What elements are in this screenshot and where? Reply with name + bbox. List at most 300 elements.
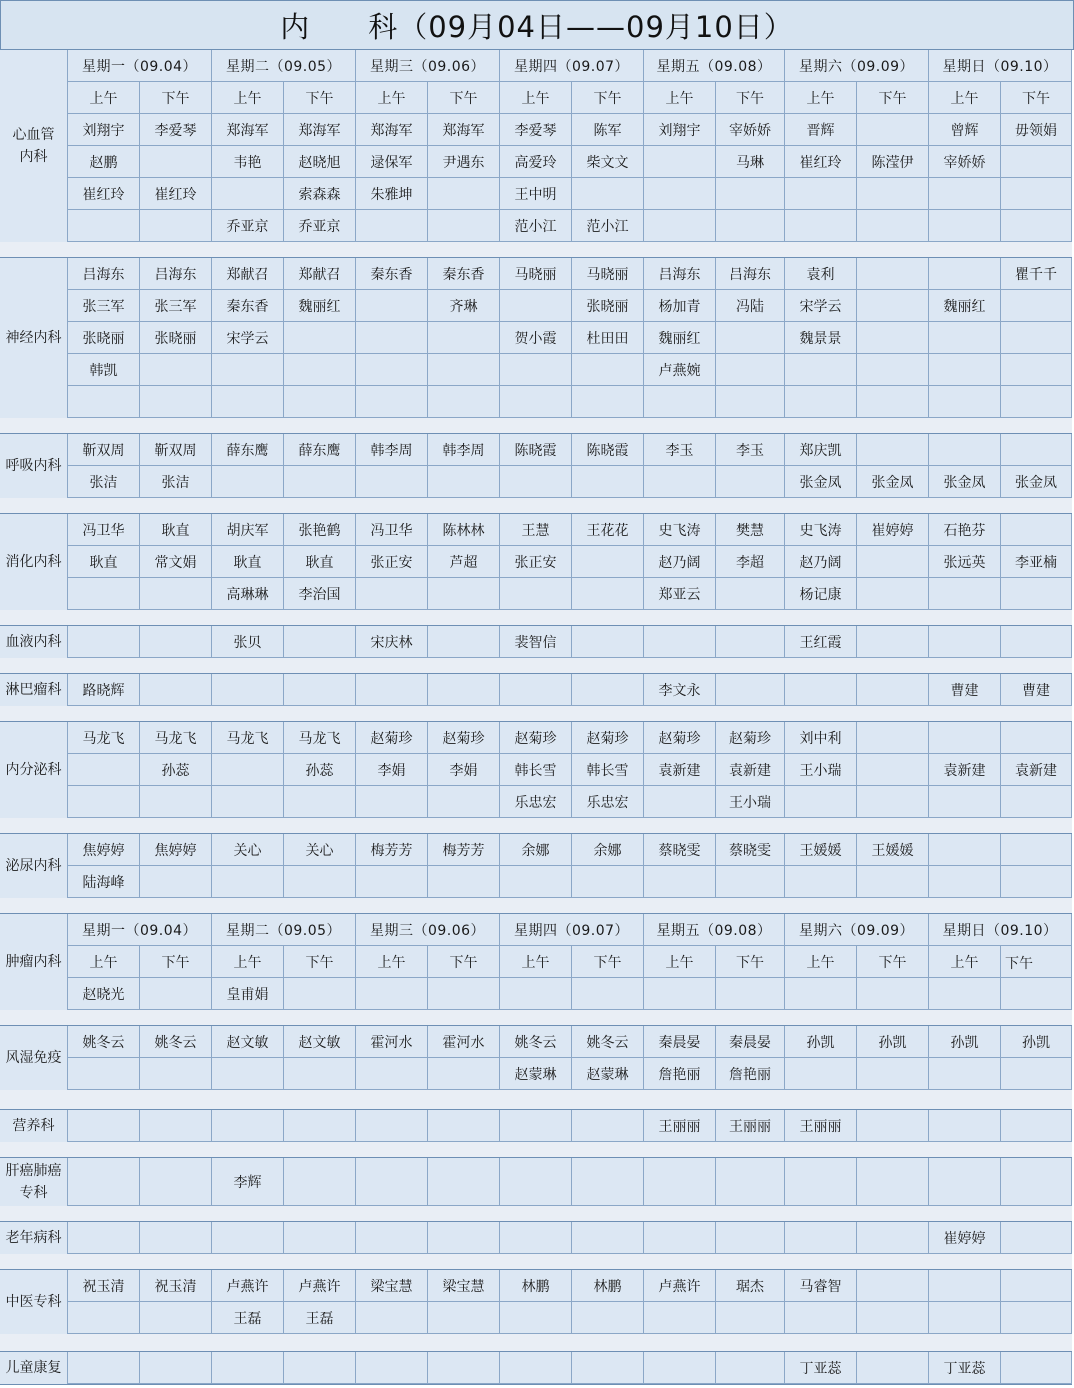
schedule-cell <box>1001 1352 1072 1384</box>
schedule-cell: 马龙飞 <box>68 722 140 754</box>
schedule-cell: 张金凤 <box>929 466 1001 498</box>
schedule-cell <box>212 1110 284 1142</box>
schedule-cell <box>356 354 428 386</box>
schedule-cell: 秦东香 <box>356 258 428 290</box>
section-gap <box>0 242 1072 257</box>
schedule-cell <box>140 1110 212 1142</box>
schedule-cell <box>857 1158 929 1206</box>
schedule-cell <box>1001 1302 1072 1334</box>
schedule-cell: 耿直 <box>140 514 212 546</box>
schedule-cell <box>428 210 500 242</box>
schedule-cell <box>644 210 716 242</box>
schedule-cell: 冯卫华 <box>356 514 428 546</box>
schedule-cell <box>929 722 1001 754</box>
ampm-header: 上午 <box>644 946 716 978</box>
schedule-cell: 焦婷婷 <box>140 834 212 866</box>
schedule-cell <box>716 1352 785 1384</box>
schedule-cell: 刘翔宇 <box>644 114 716 146</box>
schedule-cell <box>500 978 572 1010</box>
ampm-header: 下午 <box>857 82 929 114</box>
ampm-header: 下午 <box>428 82 500 114</box>
ampm-header: 下午 <box>1001 946 1072 978</box>
schedule-cell: 梅芳芳 <box>428 834 500 866</box>
section-gap <box>0 898 1072 913</box>
schedule-cell: 曹建 <box>1001 674 1072 706</box>
schedule-cell: 吕海东 <box>68 258 140 290</box>
schedule-cell: 郑海军 <box>356 114 428 146</box>
schedule-cell <box>140 1222 212 1254</box>
page-title <box>0 0 1074 50</box>
schedule-cell: 张远英 <box>929 546 1001 578</box>
schedule-cell <box>857 210 929 242</box>
ampm-header: 上午 <box>212 82 284 114</box>
schedule-cell: 马龙飞 <box>140 722 212 754</box>
schedule-cell <box>857 114 929 146</box>
schedule-cell: 赵晓旭 <box>284 146 356 178</box>
schedule-cell: 冯陆 <box>716 290 785 322</box>
schedule-cell: 姚冬云 <box>572 1026 644 1058</box>
schedule-cell: 赵鹏 <box>68 146 140 178</box>
schedule-cell: 韩李周 <box>428 434 500 466</box>
section-gap <box>0 1090 1072 1109</box>
schedule-cell: 耿直 <box>68 546 140 578</box>
schedule-cell: 张金凤 <box>785 466 857 498</box>
schedule-cell <box>140 354 212 386</box>
schedule-cell <box>284 674 356 706</box>
ampm-header: 上午 <box>68 82 140 114</box>
schedule-cell <box>644 466 716 498</box>
department-label: 肝癌肺癌 专科 <box>0 1158 68 1206</box>
schedule-cell <box>929 578 1001 610</box>
schedule-cell <box>500 1352 572 1384</box>
schedule-cell <box>929 1158 1001 1206</box>
schedule-cell: 郑庆凯 <box>785 434 857 466</box>
schedule-cell <box>356 290 428 322</box>
schedule-cell: 索森森 <box>284 178 356 210</box>
schedule-cell: 耿直 <box>212 546 284 578</box>
section-gap <box>0 1142 1072 1157</box>
schedule-cell: 蔡晓雯 <box>644 834 716 866</box>
schedule-cell <box>857 290 929 322</box>
schedule-cell: 晋辉 <box>785 114 857 146</box>
section-block <box>0 257 1072 419</box>
schedule-cell <box>212 178 284 210</box>
schedule-cell <box>716 322 785 354</box>
schedule-cell <box>212 1352 284 1384</box>
schedule-cell: 焦婷婷 <box>68 834 140 866</box>
schedule-cell <box>716 210 785 242</box>
schedule-cell <box>929 978 1001 1010</box>
schedule-cell: 詹艳丽 <box>644 1058 716 1090</box>
ampm-header: 上午 <box>785 946 857 978</box>
ampm-header: 下午 <box>140 946 212 978</box>
schedule-cell: 张三军 <box>68 290 140 322</box>
schedule-cell <box>356 322 428 354</box>
schedule-cell <box>857 322 929 354</box>
section-block <box>0 433 1072 499</box>
schedule-cell <box>68 1058 140 1090</box>
schedule-cell: 赵乃阔 <box>644 546 716 578</box>
ampm-header: 下午 <box>284 82 356 114</box>
schedule-cell: 赵蒙琳 <box>572 1058 644 1090</box>
schedule-cell <box>356 1302 428 1334</box>
schedule-cell: 马琳 <box>716 146 785 178</box>
schedule-cell: 逯保军 <box>356 146 428 178</box>
schedule-cell <box>284 1158 356 1206</box>
schedule-cell: 靳双周 <box>140 434 212 466</box>
department-label: 消化内科 <box>0 514 68 610</box>
ampm-header: 下午 <box>1001 82 1072 114</box>
schedule-cell: 赵菊珍 <box>428 722 500 754</box>
schedule-cell: 曹建 <box>929 674 1001 706</box>
schedule-cell: 乐忠宏 <box>572 786 644 818</box>
schedule-cell <box>1001 1270 1072 1302</box>
schedule-cell <box>140 626 212 658</box>
schedule-cell <box>716 1302 785 1334</box>
section-gap <box>0 1254 1072 1269</box>
schedule-cell: 琚杰 <box>716 1270 785 1302</box>
section-gap <box>0 498 1072 513</box>
schedule-cell: 张金凤 <box>1001 466 1072 498</box>
schedule-cell: 赵菊珍 <box>500 722 572 754</box>
schedule-cell: 郑献召 <box>284 258 356 290</box>
schedule-cell <box>500 1158 572 1206</box>
schedule-cell: 赵蒙琳 <box>500 1058 572 1090</box>
ampm-header: 上午 <box>929 82 1001 114</box>
schedule-cell <box>644 1352 716 1384</box>
schedule-cell <box>356 1352 428 1384</box>
schedule-cell: 袁新建 <box>1001 754 1072 786</box>
title-main: 内 <box>280 9 311 44</box>
ampm-header: 上午 <box>500 82 572 114</box>
schedule-cell <box>1001 1110 1072 1142</box>
schedule-cell: 吕海东 <box>644 258 716 290</box>
schedule-cell: 曾辉 <box>929 114 1001 146</box>
schedule-cell: 毋领娟 <box>1001 114 1072 146</box>
ampm-header: 下午 <box>284 946 356 978</box>
schedule-cell <box>212 674 284 706</box>
schedule-cell <box>428 626 500 658</box>
schedule-cell: 余娜 <box>572 834 644 866</box>
schedule-cell: 张晓丽 <box>68 322 140 354</box>
schedule-cell: 韩长雪 <box>572 754 644 786</box>
schedule-cell <box>140 1158 212 1206</box>
schedule-cell <box>140 578 212 610</box>
schedule-cell <box>857 546 929 578</box>
schedule-cell: 张洁 <box>140 466 212 498</box>
schedule-cell: 张三军 <box>140 290 212 322</box>
schedule-cell: 林鹏 <box>500 1270 572 1302</box>
schedule-cell: 卢燕许 <box>644 1270 716 1302</box>
ampm-header: 上午 <box>356 82 428 114</box>
schedule-cell: 陆海峰 <box>68 866 140 898</box>
schedule-cell: 姚冬云 <box>500 1026 572 1058</box>
day-header: 星期四（09.07） <box>500 914 644 946</box>
ampm-header: 下午 <box>572 82 644 114</box>
schedule-cell <box>1001 626 1072 658</box>
schedule-cell: 梁宝慧 <box>428 1270 500 1302</box>
schedule-cell <box>929 386 1001 418</box>
day-header: 星期三（09.06） <box>356 914 500 946</box>
schedule-cell: 马晓丽 <box>500 258 572 290</box>
schedule-cell: 乔亚京 <box>284 210 356 242</box>
schedule-cell: 蔡晓雯 <box>716 834 785 866</box>
schedule-cell: 朱雅坤 <box>356 178 428 210</box>
day-header: 星期六（09.09） <box>785 914 929 946</box>
schedule-cell <box>1001 322 1072 354</box>
schedule-cell: 孙蕊 <box>140 754 212 786</box>
schedule-cell <box>644 866 716 898</box>
schedule-cell: 陈晓霞 <box>572 434 644 466</box>
schedule-cell <box>212 354 284 386</box>
department-label: 泌尿内科 <box>0 834 68 898</box>
schedule-cell <box>428 322 500 354</box>
schedule-cell <box>500 1302 572 1334</box>
schedule-cell: 赵乃阔 <box>785 546 857 578</box>
ampm-header: 下午 <box>716 82 785 114</box>
schedule-cell <box>500 1110 572 1142</box>
schedule-cell <box>929 210 1001 242</box>
schedule-cell <box>857 578 929 610</box>
schedule-cell: 魏丽红 <box>644 322 716 354</box>
schedule-cell: 王红霞 <box>785 626 857 658</box>
schedule-cell <box>572 1302 644 1334</box>
schedule-cell: 王磊 <box>212 1302 284 1334</box>
department-label: 呼吸内科 <box>0 434 68 498</box>
schedule-cell: 王磊 <box>284 1302 356 1334</box>
schedule-cell: 魏景景 <box>785 322 857 354</box>
schedule-cell <box>500 674 572 706</box>
schedule-cell: 赵菊珍 <box>356 722 428 754</box>
schedule-cell: 靳双周 <box>68 434 140 466</box>
schedule-cell <box>644 626 716 658</box>
schedule-cell <box>572 178 644 210</box>
schedule-cell <box>68 786 140 818</box>
schedule-cell <box>1001 354 1072 386</box>
schedule-cell <box>857 626 929 658</box>
schedule-cell: 石艳芬 <box>929 514 1001 546</box>
schedule-cell: 袁利 <box>785 258 857 290</box>
schedule-cell: 李娟 <box>356 754 428 786</box>
schedule-cell: 王丽丽 <box>785 1110 857 1142</box>
schedule-cell: 李爱琴 <box>140 114 212 146</box>
schedule-cell <box>500 866 572 898</box>
schedule-cell: 冯卫华 <box>68 514 140 546</box>
schedule-cell <box>68 1222 140 1254</box>
schedule-cell <box>572 546 644 578</box>
section-block <box>0 673 1072 707</box>
schedule-cell: 杨加青 <box>644 290 716 322</box>
schedule-cell <box>1001 514 1072 546</box>
ampm-header: 上午 <box>500 946 572 978</box>
schedule-cell <box>356 1158 428 1206</box>
schedule-cell <box>644 1158 716 1206</box>
schedule-cell <box>356 1222 428 1254</box>
schedule-cell <box>356 786 428 818</box>
schedule-cell: 孙凯 <box>785 1026 857 1058</box>
schedule-cell <box>284 1110 356 1142</box>
ampm-header: 上午 <box>929 946 1001 978</box>
schedule-cell <box>857 722 929 754</box>
schedule-cell: 齐琳 <box>428 290 500 322</box>
schedule-cell: 赵晓光 <box>68 978 140 1010</box>
schedule-cell: 王媛媛 <box>857 834 929 866</box>
section-block <box>0 1157 1072 1207</box>
section-gap <box>0 610 1072 625</box>
schedule-cell: 樊慧 <box>716 514 785 546</box>
ampm-header: 上午 <box>644 82 716 114</box>
schedule-cell: 丁亚蕊 <box>785 1352 857 1384</box>
schedule-cell <box>716 178 785 210</box>
schedule-cell <box>716 978 785 1010</box>
schedule-cell <box>644 786 716 818</box>
schedule-cell: 关心 <box>212 834 284 866</box>
schedule-cell <box>68 1110 140 1142</box>
schedule-cell <box>500 578 572 610</box>
schedule-cell <box>644 178 716 210</box>
schedule-cell <box>212 866 284 898</box>
schedule-cell: 秦东香 <box>428 258 500 290</box>
schedule-cell: 李玉 <box>644 434 716 466</box>
schedule-cell: 李辉 <box>212 1158 284 1206</box>
schedule-cell <box>857 1110 929 1142</box>
schedule-cell: 芦超 <box>428 546 500 578</box>
schedule-cell: 关心 <box>284 834 356 866</box>
schedule-cell <box>572 626 644 658</box>
schedule-cell: 崔婷婷 <box>929 1222 1001 1254</box>
department-label: 心血管 内科 <box>0 50 68 242</box>
day-header: 星期日（09.10） <box>929 914 1072 946</box>
schedule-cell: 郑海军 <box>428 114 500 146</box>
schedule-cell <box>857 1352 929 1384</box>
schedule-cell <box>716 674 785 706</box>
ampm-header: 上午 <box>68 946 140 978</box>
schedule-cell: 李爱琴 <box>500 114 572 146</box>
schedule-cell <box>356 674 428 706</box>
day-header: 星期一（09.04） <box>68 50 212 82</box>
ampm-header: 下午 <box>716 946 785 978</box>
schedule-cell <box>572 386 644 418</box>
schedule-cell <box>929 834 1001 866</box>
schedule-cell: 常文娟 <box>140 546 212 578</box>
schedule-cell: 詹艳丽 <box>716 1058 785 1090</box>
schedule-cell: 孙凯 <box>857 1026 929 1058</box>
schedule-cell: 郑海军 <box>212 114 284 146</box>
schedule-cell <box>785 386 857 418</box>
schedule-cell: 张晓丽 <box>572 290 644 322</box>
schedule-cell <box>68 1302 140 1334</box>
schedule-cell: 耿直 <box>284 546 356 578</box>
ampm-header: 上午 <box>356 946 428 978</box>
schedule-cell: 韩长雪 <box>500 754 572 786</box>
schedule-cell: 马龙飞 <box>284 722 356 754</box>
schedule-cell: 李娟 <box>428 754 500 786</box>
schedule-cell <box>140 674 212 706</box>
schedule-cell <box>1001 146 1072 178</box>
schedule-cell: 李亚楠 <box>1001 546 1072 578</box>
schedule-cell: 高琳琳 <box>212 578 284 610</box>
schedule-cell <box>785 866 857 898</box>
schedule-cell <box>428 1352 500 1384</box>
schedule-cell: 史飞涛 <box>785 514 857 546</box>
schedule-cell: 王花花 <box>572 514 644 546</box>
schedule-cell: 丁亚蕊 <box>929 1352 1001 1384</box>
ampm-header: 下午 <box>140 82 212 114</box>
schedule-cell: 王丽丽 <box>716 1110 785 1142</box>
schedule-cell <box>212 466 284 498</box>
schedule-cell: 祝玉清 <box>68 1270 140 1302</box>
schedule-cell: 王慧 <box>500 514 572 546</box>
schedule-cell <box>140 866 212 898</box>
schedule-cell: 刘中利 <box>785 722 857 754</box>
schedule-cell <box>500 354 572 386</box>
schedule-cell <box>500 386 572 418</box>
section-gap <box>0 706 1072 721</box>
schedule-cell: 瞿千千 <box>1001 258 1072 290</box>
schedule-cell: 魏丽红 <box>929 290 1001 322</box>
schedule-cell: 秦晨晏 <box>716 1026 785 1058</box>
schedule-cell <box>68 386 140 418</box>
schedule-cell <box>785 210 857 242</box>
schedule-cell: 王媛媛 <box>785 834 857 866</box>
schedule-cell <box>428 1110 500 1142</box>
schedule-cell <box>644 146 716 178</box>
schedule-cell: 张艳鹤 <box>284 514 356 546</box>
schedule-cell <box>785 1058 857 1090</box>
schedule-cell <box>356 210 428 242</box>
schedule-cell <box>212 786 284 818</box>
schedule-cell <box>428 1222 500 1254</box>
schedule-cell: 霍河水 <box>356 1026 428 1058</box>
section-block <box>0 1221 1072 1255</box>
schedule-cell <box>857 1302 929 1334</box>
schedule-cell <box>716 866 785 898</box>
schedule-cell <box>857 978 929 1010</box>
schedule-cell <box>785 1302 857 1334</box>
schedule-cell <box>1001 386 1072 418</box>
schedule-cell: 郑献召 <box>212 258 284 290</box>
schedule-cell <box>428 178 500 210</box>
schedule-cell <box>428 1302 500 1334</box>
schedule-cell <box>428 674 500 706</box>
schedule-cell <box>929 866 1001 898</box>
schedule-cell <box>785 786 857 818</box>
schedule-cell: 裴智信 <box>500 626 572 658</box>
schedule-cell <box>929 258 1001 290</box>
department-label: 神经内科 <box>0 258 68 418</box>
schedule-cell <box>1001 1158 1072 1206</box>
schedule-cell: 林鹏 <box>572 1270 644 1302</box>
schedule-cell <box>857 1058 929 1090</box>
day-header: 星期日（09.10） <box>929 50 1072 82</box>
schedule-cell: 李玉 <box>716 434 785 466</box>
schedule-cell: 李治国 <box>284 578 356 610</box>
schedule-cell: 陈林林 <box>428 514 500 546</box>
section-block <box>0 1025 1072 1091</box>
schedule-cell <box>140 386 212 418</box>
schedule-cell: 霍河水 <box>428 1026 500 1058</box>
schedule-cell <box>716 1158 785 1206</box>
schedule-cell <box>929 1110 1001 1142</box>
schedule-cell: 卢燕婉 <box>644 354 716 386</box>
schedule-cell <box>284 786 356 818</box>
schedule-cell <box>572 578 644 610</box>
schedule-cell: 袁新建 <box>644 754 716 786</box>
schedule-cell <box>572 866 644 898</box>
schedule-cell: 宰娇娇 <box>716 114 785 146</box>
schedule-cell <box>284 386 356 418</box>
schedule-cell <box>1001 178 1072 210</box>
